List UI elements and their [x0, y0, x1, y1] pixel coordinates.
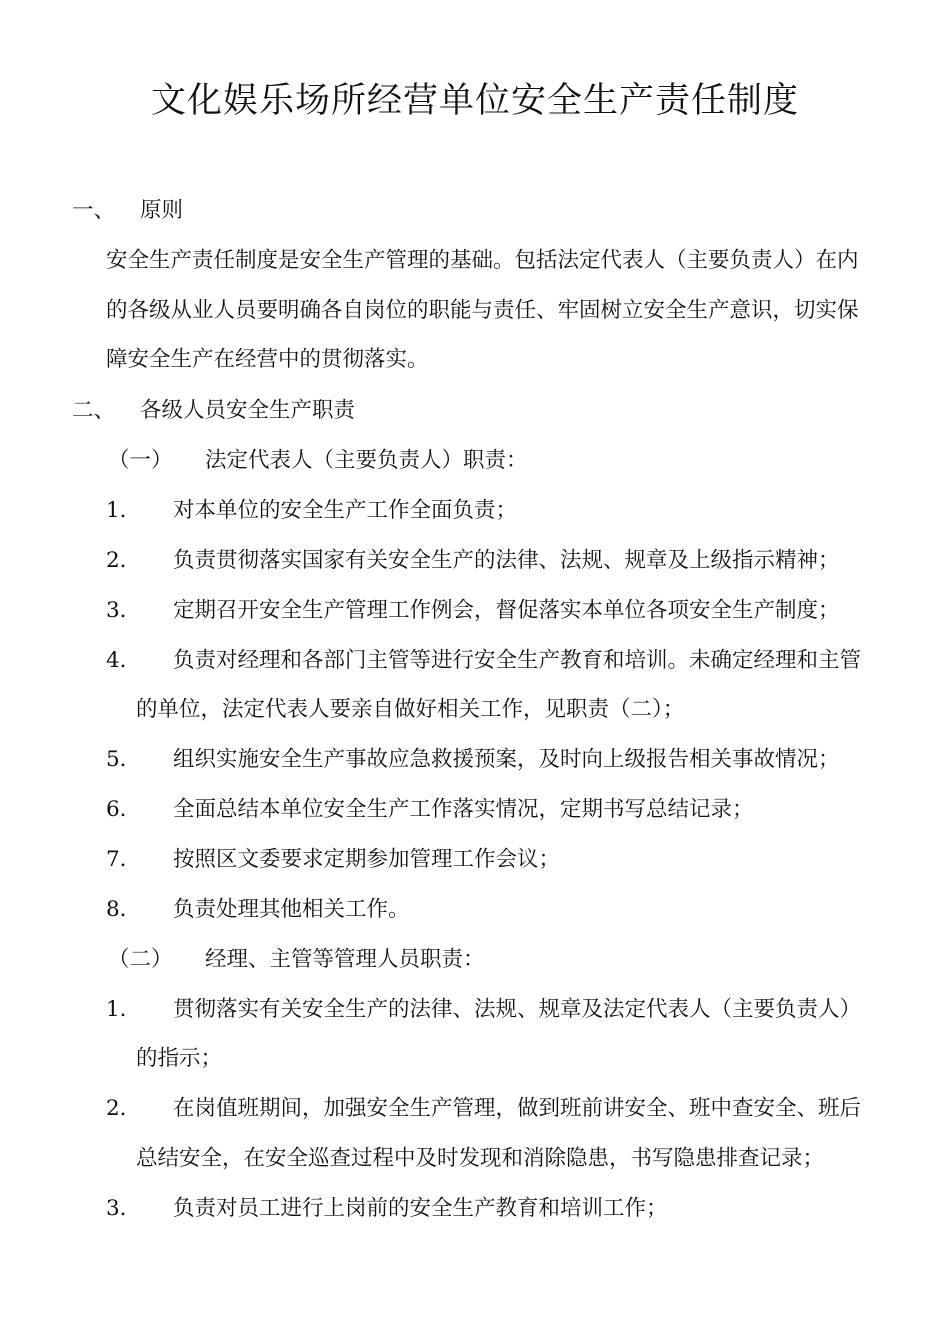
document-title: 文化娱乐场所经营单位安全生产责任制度	[150, 81, 799, 121]
sub-1-number: （一）	[108, 448, 173, 473]
sub-1-item-4-number: 4．	[106, 648, 142, 673]
section-1-para-line-2: 的各级从业人员要明确各自岗位的职能与责任、牢固树立安全生产意识，切实保	[106, 298, 859, 323]
sub-1-item-1-text: 对本单位的安全生产工作全面负责；	[173, 498, 518, 523]
sub-1-item-7-number: 7．	[106, 847, 142, 872]
section-2-number: 二、	[72, 398, 116, 423]
sub-2-number: （二）	[108, 947, 173, 972]
sub-2-heading: 经理、主管等管理人员职责：	[205, 947, 485, 972]
section-1-para-line-1: 安全生产责任制度是安全生产管理的基础。包括法定代表人（主要负责人）在内	[106, 248, 859, 273]
sub-2-item-2-text: 在岗值班期间，加强安全生产管理，做到班前讲安全、班中查安全、班后	[173, 1096, 862, 1121]
sub-1-item-6-number: 6．	[106, 797, 142, 822]
sub-1-item-5-text: 组织实施安全生产事故应急救援预案，及时向上级报告相关事故情况；	[173, 747, 840, 772]
sub-2-item-1-number: 1．	[106, 997, 142, 1022]
sub-1-item-3-text: 定期召开安全生产管理工作例会，督促落实本单位各项安全生产制度；	[173, 598, 840, 623]
sub-1-item-4-text: 负责对经理和各部门主管等进行安全生产教育和培训。未确定经理和主管	[173, 648, 862, 673]
section-1-number: 一、	[72, 198, 116, 223]
sub-1-item-4-text-cont: 的单位，法定代表人要亲自做好相关工作，见职责（二）；	[136, 697, 685, 722]
sub-2-item-3-number: 3．	[106, 1196, 142, 1221]
section-1-para-line-3: 障安全生产在经营中的贯彻落实。	[106, 347, 429, 372]
sub-1-item-1-number: 1．	[106, 498, 142, 523]
sub-2-item-1-text: 贯彻落实有关安全生产的法律、法规、规章及法定代表人（主要负责人）	[173, 997, 862, 1022]
sub-1-item-8-number: 8．	[106, 897, 142, 922]
sub-2-item-2-text-cont: 总结安全，在安全巡查过程中及时发现和消除隐患，书写隐患排查记录；	[136, 1146, 825, 1171]
sub-2-item-1-text-cont: 的指示；	[136, 1046, 223, 1071]
section-2-heading: 各级人员安全生产职责	[140, 398, 356, 423]
sub-1-item-5-number: 5．	[106, 747, 142, 772]
sub-1-item-6-text: 全面总结本单位安全生产工作落实情况，定期书写总结记录；	[173, 797, 754, 822]
sub-1-heading: 法定代表人（主要负责人）职责：	[205, 448, 528, 473]
sub-2-item-3-text: 负责对员工进行上岗前的安全生产教育和培训工作；	[173, 1196, 668, 1221]
sub-1-item-8-text: 负责处理其他相关工作。	[173, 897, 410, 922]
sub-1-item-7-text: 按照区文委要求定期参加管理工作会议；	[173, 847, 561, 872]
section-1-heading: 原则	[140, 198, 184, 223]
sub-1-item-2-text: 负责贯彻落实国家有关安全生产的法律、法规、规章及上级指示精神；	[173, 548, 840, 573]
sub-1-item-3-number: 3．	[106, 598, 142, 623]
sub-2-item-2-number: 2．	[106, 1096, 142, 1121]
sub-1-item-2-number: 2．	[106, 548, 142, 573]
